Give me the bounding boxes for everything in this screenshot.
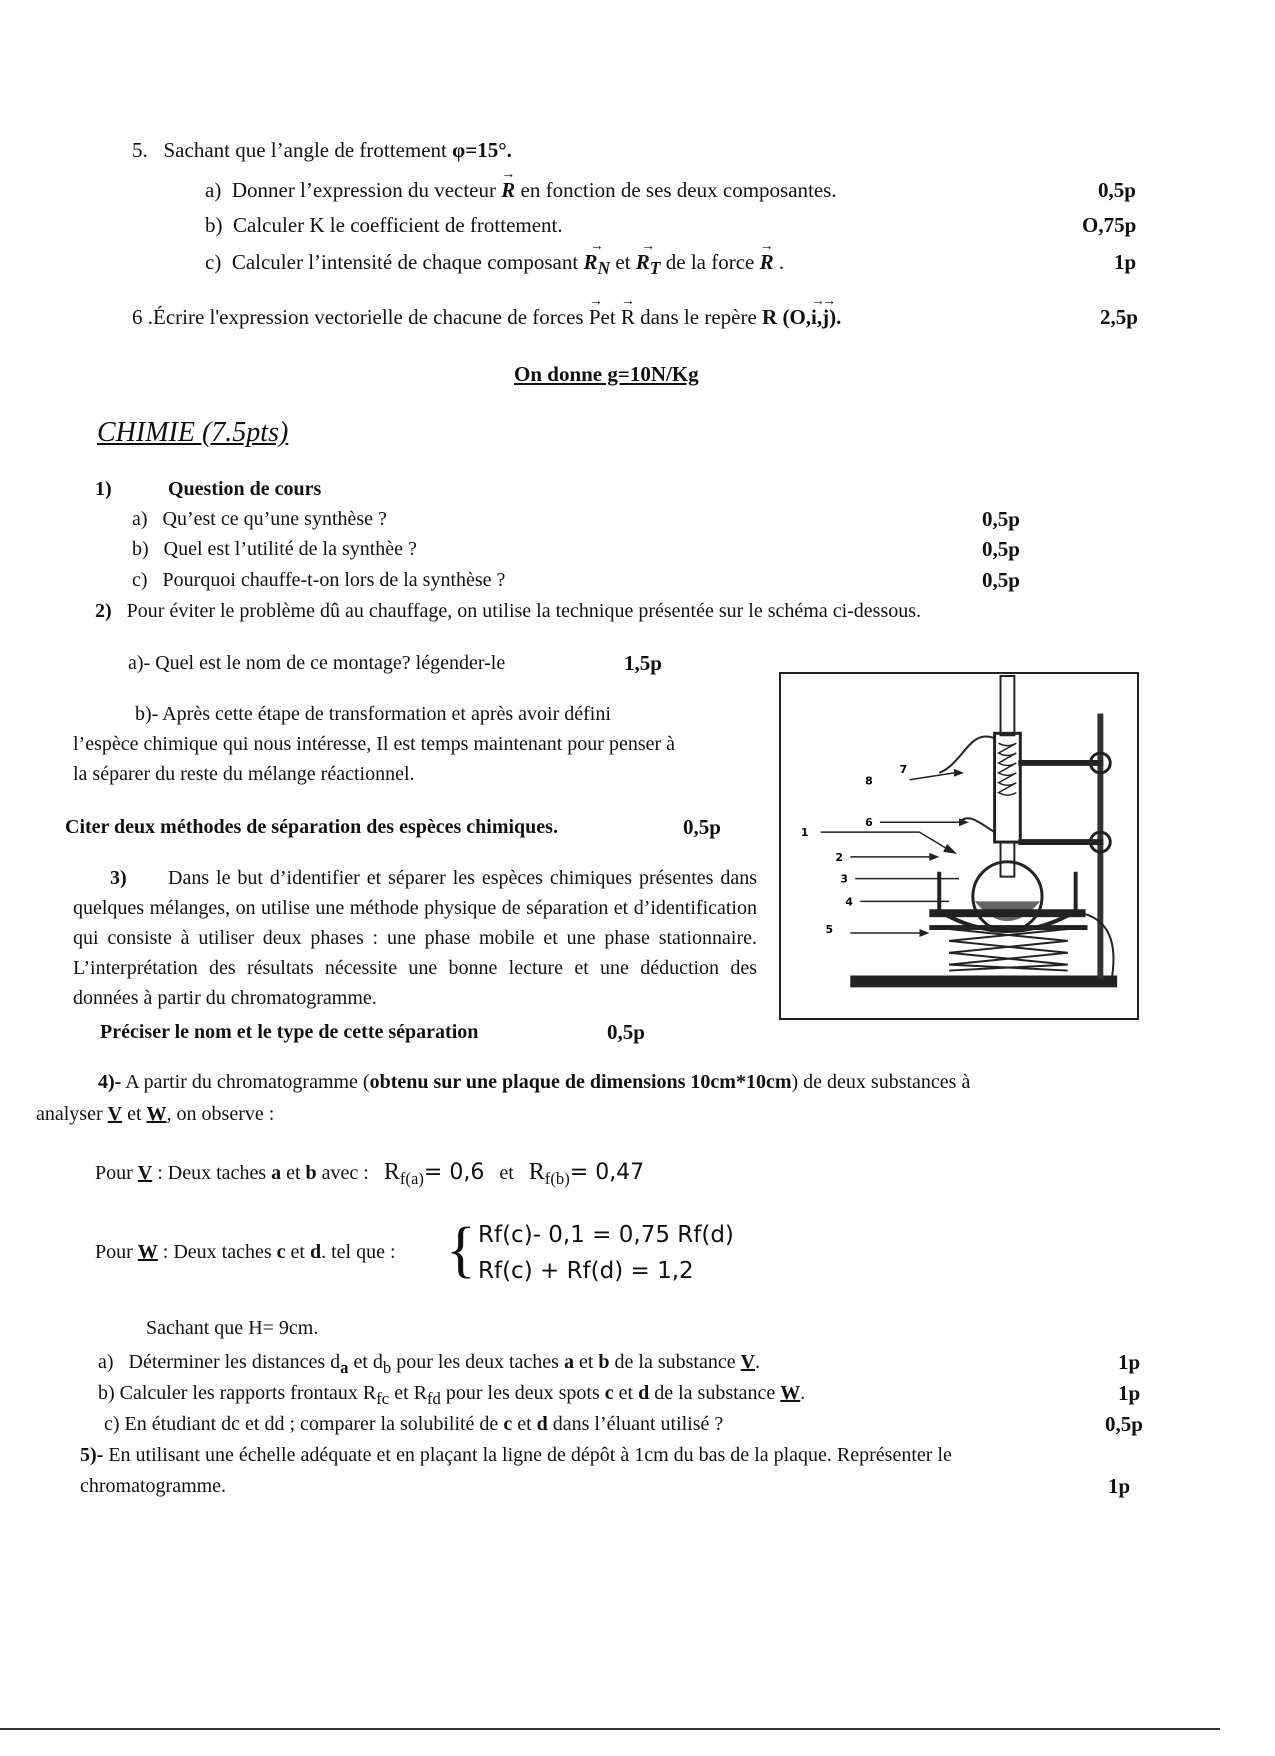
reflux-apparatus-figure <box>779 672 1139 1020</box>
q4a-question: a) Déterminer les distances $d_a$ et $d_b$ pour les deux taches a et b de la substance V. <box>98 1351 761 1377</box>
figure-label-5: 5 <box>825 922 834 936</box>
specify-separation-points: 0,5p <box>607 1020 645 1044</box>
q5-points: 1p <box>1108 1474 1131 1498</box>
stand-base <box>850 975 1117 987</box>
system-brace: { <box>446 1216 476 1284</box>
q2a-question: a)- Quel est le nom de ce montage? légender-le <box>128 652 506 674</box>
q1a-question: a) Qu’est ce qu’une synthèse ? <box>132 508 387 530</box>
q4-line2: analyser V et W, on observe : <box>36 1103 275 1125</box>
q4-line1: 4)- A partir du chromatogramme (obtenu sur une plaque de dimensions 10cm*10cm) de deux substances à <box>98 1071 971 1093</box>
q5a-question: a) Donner l’expression du vecteur → R en fonction de ses deux composantes. <box>205 178 837 202</box>
q2a-points: 1,5p <box>624 651 662 675</box>
condenser-top <box>1001 676 1015 735</box>
cite-methods-points: 0,5p <box>683 815 721 839</box>
q6-question: 6 .Écrire l'expression vectorielle de chacune de forces → Pet → R dans le repère R (O,→ i,→ j). <box>132 305 841 329</box>
pour-v-line: Pour V : Deux taches a et b avec : $R_{f(a)}= 0,6$ et $R_{f(b)}= 0,47$ <box>95 1159 645 1188</box>
q4b-question: b) Calculer les rapports frontaux $R_{fc}$ et $R_{fd}$ pour les deux spots c et d de la substance W. <box>98 1382 806 1408</box>
q2b-line2: l’espèce chimique qui nous intéresse, Il est temps maintenant pour penser à <box>73 733 676 755</box>
q4b-points: 1p <box>1118 1381 1141 1405</box>
chimie-title: CHIMIE (7.5pts) <box>97 417 289 448</box>
pour-w-line: Pour W : Deux taches c et d. tel que : <box>95 1241 396 1263</box>
given-g: On donne g=10N/Kg <box>514 362 699 386</box>
q5c-question: c) Calculer l’intensité de chaque composant → $R_N$ et → $R_T$ de la force → R . <box>205 250 784 280</box>
q1-title: Question de cours <box>168 478 322 500</box>
q5c-points: 1p <box>1114 250 1137 274</box>
water-outlet-tube <box>939 736 994 772</box>
q2b-line3: la séparer du reste du mélange réactionnel. <box>73 763 415 785</box>
figure-label-8: 8 <box>865 774 873 788</box>
q5a-points: 0,5p <box>1098 178 1136 202</box>
q2b-line1: b)- Après cette étape de transformation et après avoir défini <box>135 703 611 725</box>
equation-1: Rf(c)- 0,1 = 0,75 Rf(d) <box>478 1222 734 1248</box>
flask-neck <box>1001 842 1015 877</box>
figure-label-1: 1 <box>800 826 809 840</box>
vector-rn: → $R_N$ <box>583 250 610 280</box>
cite-methods-question: Citer deux méthodes de séparation des espèces chimiques. <box>65 816 558 838</box>
q5b-question: b) Calculer K le coefficient de frottement. <box>205 213 563 237</box>
q1c-question: c) Pourquoi chauffe-t-on lors de la synthèse ? <box>132 569 506 591</box>
water-inlet-tube <box>959 818 995 832</box>
condenser-coil <box>999 743 1017 795</box>
vector-r: → R <box>621 305 635 329</box>
figure-label-2: 2 <box>835 850 843 864</box>
q4a-points: 1p <box>1118 1350 1141 1374</box>
q1b-question: b) Quel est l’utilité de la synthèe ? <box>132 538 417 560</box>
q5b-points: O,75p <box>1082 213 1137 237</box>
q5-line1: 5)- En utilisant une échelle adéquate et en plaçant la ligne de dépôt à 1cm du bas de la plaque. Représenter le <box>80 1444 952 1466</box>
specify-separation-question: Préciser le nom et le type de cette séparation <box>100 1021 479 1043</box>
page-bottom-rule <box>0 1728 1220 1730</box>
q5-line2: chromatogramme. <box>80 1475 227 1497</box>
figure-label-7: 7 <box>899 762 908 776</box>
vector-p: → P <box>589 305 601 329</box>
figure-label-4: 4 <box>845 895 853 909</box>
q2-statement: 2) Pour éviter le problème dû au chauffage, on utilise la technique présentée sur le schéma ci-dessous. <box>95 600 922 622</box>
q1b-points: 0,5p <box>982 537 1020 561</box>
height-given: Sachant que H= 9cm. <box>146 1317 319 1339</box>
vector-r: → R <box>501 178 515 202</box>
q4c-points: 0,5p <box>1105 1412 1143 1436</box>
q3-number: 3) <box>110 867 127 889</box>
reflux-apparatus-drawing <box>781 674 1137 1018</box>
q6-points: 2,5p <box>1100 305 1138 329</box>
equation-2: Rf(c) + Rf(d) = 1,2 <box>478 1258 694 1284</box>
q4c-question: c) En étudiant dc et dd ; comparer la solubilité de c et d dans l’éluant utilisé ? <box>104 1413 724 1435</box>
q1c-points: 0,5p <box>982 568 1020 592</box>
figure-label-6: 6 <box>865 816 873 830</box>
q1a-points: 0,5p <box>982 507 1020 531</box>
vector-r: → R <box>760 250 774 274</box>
figure-label-3: 3 <box>840 872 848 886</box>
q3-paragraph: Dans le but d’identifier et séparer les espèces chimiques présentes dans quelques mélanges, on utilise une méthode physique de séparation et d’identification qui consiste à utiliser deux phases : une phase mobile et une phase stationnaire. L’interprétation des résultats nécessite une bonne lecture et une déduction des données à partir du chromatogramme. <box>73 867 757 1009</box>
q5-statement: 5. Sachant que l’angle de frottement φ=15°. <box>132 138 512 162</box>
vector-rt: → $R_T$ <box>636 250 661 280</box>
q1-number: 1) <box>95 478 112 500</box>
